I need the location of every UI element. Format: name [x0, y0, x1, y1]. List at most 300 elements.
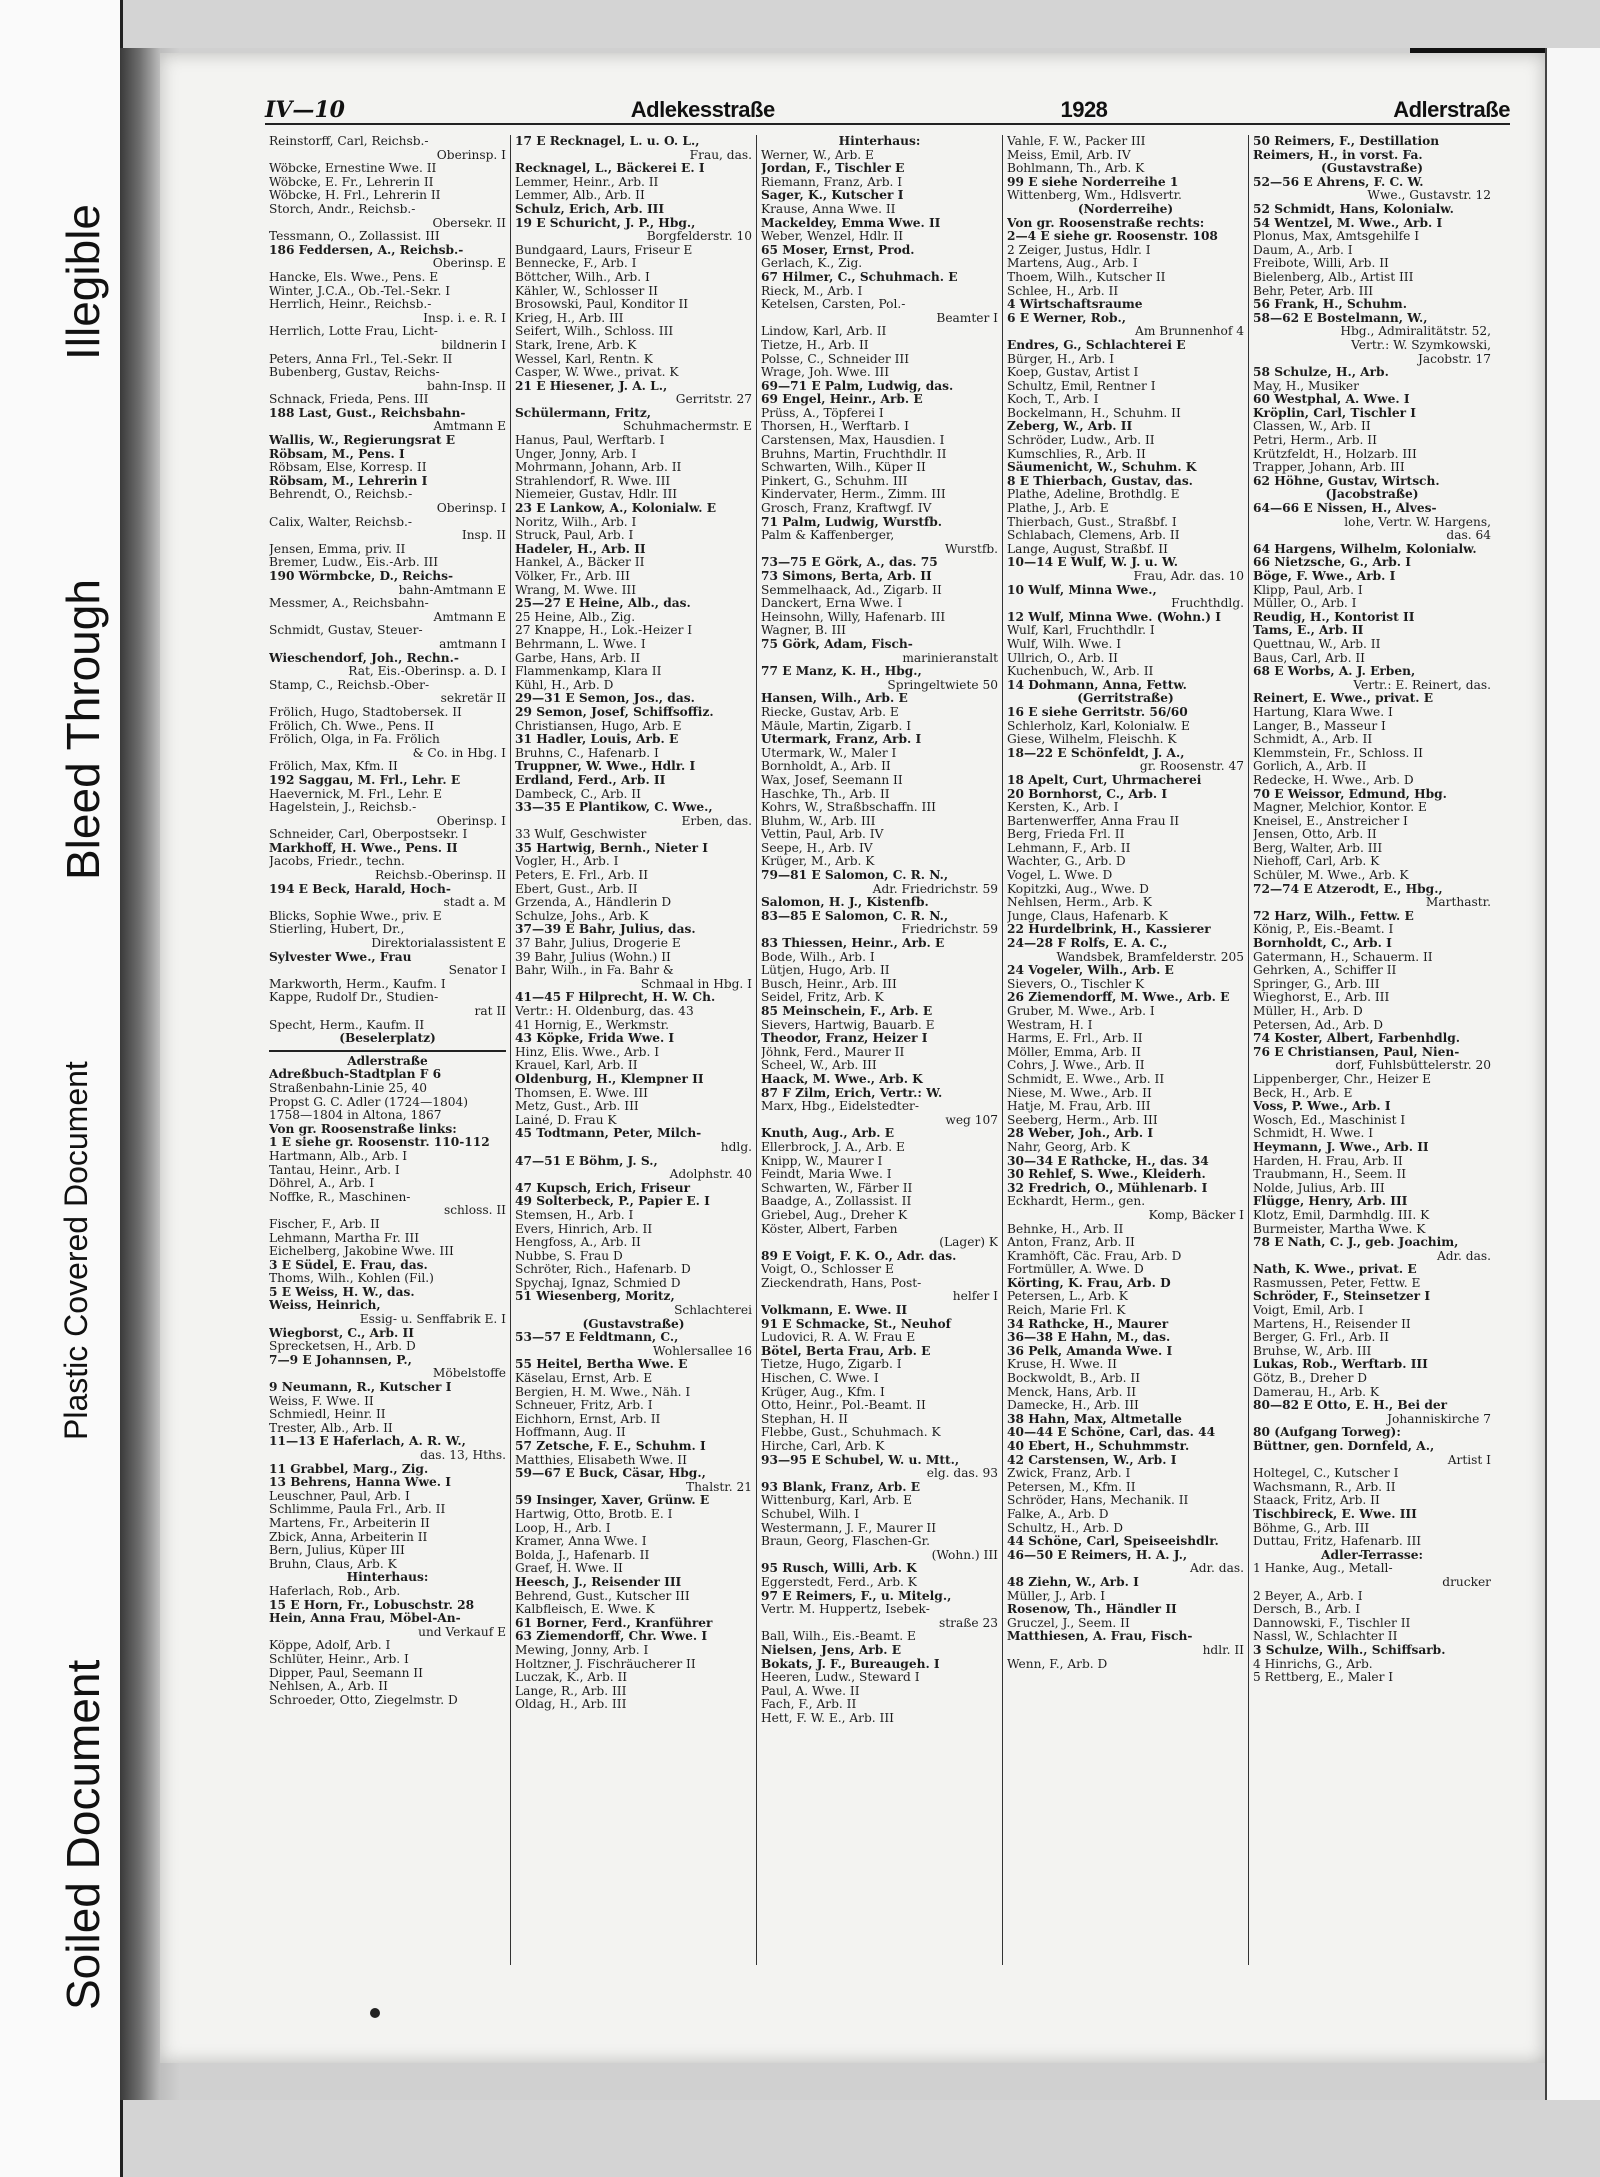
directory-entry: Braun, Georg, Flaschen-Gr.	[761, 1535, 930, 1549]
directory-entry: Wittenburg, Karl, Arb. E	[761, 1494, 913, 1508]
directory-entry: Nubbe, S. Frau D	[515, 1249, 623, 1263]
directory-entry: Adr. Friedrichstr. 59	[872, 882, 998, 896]
directory-entry: Rat, Eis.-Oberinsp. a. D. I	[348, 665, 506, 679]
directory-entry: 76 E Christiansen, Paul, Nien-	[1253, 1045, 1460, 1059]
directory-entry: Hagelstein, J., Reichsb.-	[269, 801, 417, 815]
directory-entry: 20 Bornhorst, C., Arb. I	[1007, 787, 1168, 801]
directory-entry: 3 Schulze, Wilh., Schiffsarb.	[1253, 1643, 1446, 1657]
directory-entry: Ketelsen, Carsten, Pol.-	[761, 298, 906, 312]
directory-entry: Petri, Herm., Arb. II	[1253, 434, 1377, 448]
directory-entry: 78 E Nath, C. J., geb. Joachim,	[1253, 1236, 1459, 1250]
directory-entry: Sprecketsen, H., Arb. D	[269, 1340, 416, 1354]
directory-entry: Ebert, Gust., Arb. II	[515, 882, 638, 896]
directory-entry: Schulze, Johs., Arb. K	[515, 909, 649, 923]
label-soiled-document: Soiled Document	[57, 1659, 109, 2010]
directory-entry: Stamp, C., Reichsb.-Ober-	[269, 678, 430, 692]
directory-entry: Harms, E. Frl., Arb. II	[1007, 1032, 1143, 1046]
directory-entry: Zieckendrath, Hans, Post-	[761, 1276, 922, 1290]
directory-entry: Niemeier, Gustav, Hdlr. III	[515, 488, 678, 502]
directory-entry: Vettin, Paul, Arb. IV	[761, 828, 884, 842]
directory-entry: Gruber, M. Wwe., Arb. I	[1007, 1005, 1155, 1018]
directory-entry: 64—66 E Nissen, H., Alves-	[1253, 502, 1437, 516]
directory-entry: Borgfelderstr. 10	[646, 230, 752, 244]
directory-entry: Specht, Herm., Kaufm. II	[269, 1018, 425, 1032]
directory-entry: 46—50 E Reimers, H. A. J.,	[1007, 1548, 1188, 1562]
directory-entry: Haschke, Th., Arb. II	[761, 787, 890, 801]
directory-entry: Rosenow, Th., Händler II	[1007, 1603, 1177, 1617]
directory-entry: 33—35 E Plantikow, C. Wwe.,	[515, 801, 713, 815]
directory-entry: Haack, M. Wwe., Arb. K	[761, 1072, 923, 1086]
directory-entry: Schuhmachermstr. E	[622, 420, 752, 434]
directory-entry: Flammenkamp, Klara II	[515, 665, 662, 679]
directory-entry: Graef, H. Wwe. II	[515, 1562, 623, 1576]
directory-entry: 15 E Horn, Fr., Lobuschstr. 28	[269, 1598, 475, 1612]
directory-entry: Knuth, Aug., Arb. E	[761, 1127, 895, 1141]
directory-entry: Matthies, Elisabeth Wwe. II	[515, 1453, 687, 1467]
directory-entry: Schultz, H., Arb. D	[1007, 1521, 1124, 1535]
directory-entry: Bruhse, W., Arb. III	[1253, 1344, 1372, 1358]
directory-entry: Von gr. Roosenstraße rechts:	[1007, 216, 1205, 230]
directory-entry: Hartwig, Otto, Brotb. E. I	[515, 1507, 673, 1521]
section-heading: Hinterhaus:	[838, 135, 921, 148]
directory-entry: Volkmann, E. Wwe. II	[761, 1304, 908, 1318]
directory-entry: Vertr.: H. Oldenburg, das. 43	[515, 1005, 694, 1018]
directory-entry: Theodor, Franz, Heizer I	[761, 1032, 928, 1046]
directory-entry: Schmidt, A., Arb. II	[1253, 733, 1373, 747]
directory-entry: Kröplin, Carl, Tischler I	[1253, 406, 1416, 420]
directory-entry: Thomsen, E. Wwe. III	[515, 1086, 648, 1100]
directory-entry: Wrage, Joh. Wwe. III	[761, 366, 890, 380]
directory-entry: Krieg, H., Arb. III	[515, 311, 624, 325]
directory-entry: 80—82 E Otto, E. H., Bei der	[1253, 1399, 1448, 1413]
directory-entry: Stark, Irene, Arb. K	[515, 338, 637, 352]
directory-entry: Wessel, Karl, Rentn. K	[515, 352, 653, 366]
directory-entry: Frau, Adr. das. 10	[1133, 570, 1244, 583]
directory-entry: Trester, Alb., Arb. II	[269, 1421, 393, 1435]
directory-entry: Möbelstoffe	[432, 1367, 506, 1381]
directory-entry: 9 Neumann, R., Kutscher I	[269, 1381, 452, 1395]
directory-entry: Döhrel, A., Arb. I	[269, 1177, 375, 1191]
directory-entry: Vertr.: W. Szymkowski,	[1351, 338, 1491, 352]
directory-entry: Hanus, Paul, Werftarb. I	[515, 434, 665, 448]
directory-entry: 55 Heitel, Bertha Wwe. E	[515, 1358, 688, 1372]
directory-entry: 12 Wulf, Minna Wwe. (Wohn.) I	[1007, 610, 1222, 624]
directory-entry: König, P., Eis.-Beamt. I	[1253, 923, 1394, 937]
directory-entry: Behr, Peter, Arb. III	[1253, 284, 1374, 298]
directory-entry: (Lager) K	[939, 1236, 998, 1250]
directory-entry: Möller, Emma, Arb. II	[1007, 1045, 1141, 1059]
directory-entry: Kähler, W., Schlosser II	[515, 284, 658, 298]
directory-entry: 7—9 E Johannsen, P.,	[269, 1353, 412, 1367]
directory-entry: Magner, Melchior, Kontor. E	[1253, 801, 1427, 815]
directory-entry: lohe, Vertr. W. Hargens,	[1344, 515, 1491, 529]
directory-entry: 42 Carstensen, W., Arb. I	[1007, 1453, 1177, 1467]
directory-entry: Struck, Paul, Arb. I	[515, 529, 634, 543]
directory-entry: 192 Saggau, M. Frl., Lehr. E	[269, 773, 461, 787]
directory-entry: Otto, Heinr., Pol.-Beamt. II	[761, 1399, 926, 1413]
directory-entry: Wittenberg, Wm., Hdlsvertr.	[1007, 189, 1182, 203]
directory-entry: 47—51 E Böhm, J. S.,	[515, 1154, 658, 1168]
directory-entry: Schulz, Erich, Arb. III	[515, 202, 665, 216]
directory-entry: Wiegborst, C., Arb. II	[269, 1326, 414, 1340]
directory-entry: Behnke, H., Arb. II	[1007, 1222, 1124, 1236]
directory-entry: Schmidt, Gustav, Steuer-	[269, 624, 423, 638]
directory-entry: Röbsam, Else, Korresp. II	[269, 461, 427, 475]
directory-entry: Nehlsen, A., Arb. II	[269, 1680, 388, 1694]
directory-entry: Gerlach, K., Zig.	[761, 257, 863, 271]
directory-entry: 69—71 E Palm, Ludwig, das.	[761, 379, 954, 393]
section-heading: (Gustavstraße)	[582, 1317, 685, 1331]
directory-entry: Köster, Albert, Farben	[761, 1222, 898, 1236]
directory-entry: Erben, das.	[681, 814, 752, 828]
directory-entry: Wöbcke, Ernestine Wwe. II	[269, 162, 437, 176]
directory-entry: Anton, Franz, Arb. II	[1007, 1236, 1135, 1250]
directory-entry: Kopitzki, Aug., Wwe. D	[1007, 882, 1149, 896]
directory-entry: Oberinsp. I	[436, 814, 506, 828]
directory-entry: 43 Köpke, Frida Wwe. I	[515, 1032, 675, 1046]
directory-entry: Frau, das.	[689, 148, 752, 162]
directory-entry: Niehoff, Carl, Arb. K	[1253, 855, 1380, 869]
directory-entry: Bruhn, Claus, Arb. K	[269, 1557, 397, 1571]
header-year: 1928	[1060, 97, 1108, 122]
directory-entry: Hansen, Wilh., Arb. E	[761, 692, 908, 706]
directory-entry: 85 Meinschein, F., Arb. E	[761, 1005, 933, 1018]
directory-entry: 79—81 E Salomon, C. R. N.,	[761, 869, 949, 883]
directory-entry: Koep, Gustav, Artist I	[1007, 366, 1139, 380]
directory-entry: Direktorialassistent E	[371, 937, 506, 951]
directory-entry: Griebel, Aug., Dreher K	[761, 1208, 908, 1222]
directory-entry: Oberinsp. E	[432, 257, 506, 271]
directory-entry: Wachsmann, R., Arb. II	[1253, 1480, 1396, 1494]
directory-entry: Calix, Walter, Reichsb.-	[269, 515, 412, 529]
directory-entry: hdlr. II	[1202, 1643, 1244, 1657]
directory-entry: Traubmann, H., Seem. II	[1253, 1168, 1407, 1182]
directory-entry: Heesch, J., Reisender III	[515, 1575, 682, 1589]
directory-entry: Schröder, Hans, Mechanik. II	[1007, 1494, 1189, 1508]
directory-entry: Schröder, F., Steinsetzer I	[1253, 1290, 1431, 1304]
directory-entry: Ullrich, O., Arb. II	[1007, 651, 1118, 665]
directory-entry: Petersen, M., Kfm. II	[1007, 1480, 1136, 1494]
directory-entry: Spychaj, Ignaz, Schmied D	[515, 1276, 681, 1290]
directory-entry: bahn-Insp. II	[427, 379, 506, 393]
directory-entry: Dersch, B., Arb. I	[1253, 1603, 1361, 1617]
directory-entry: Riemann, Franz, Arb. I	[761, 175, 903, 189]
directory-entry: Martens, Aug., Arb. I	[1007, 257, 1138, 271]
directory-entry: Blicks, Sophie Wwe., priv. E	[269, 909, 442, 923]
directory-entry: Haferlach, Rob., Arb.	[269, 1584, 401, 1598]
directory-entry: Schröder, Ludw., Arb. II	[1007, 434, 1155, 448]
directory-entry: Jensen, Emma, priv. II	[269, 542, 406, 556]
directory-entry: Herrlich, Lotte Frau, Licht-	[269, 325, 438, 339]
directory-entry: 41—45 F Hilprecht, H. W. Ch.	[515, 991, 716, 1005]
directory-entry: Burmeister, Martha Wwe. K	[1253, 1222, 1426, 1236]
directory-entry: Grosch, Franz, Kraftwgf. IV	[761, 502, 932, 516]
directory-entry: Schlerholz, Karl, Kolonialw. E	[1007, 719, 1190, 733]
directory-entry: Plonus, Max, Amtsgehilfe I	[1253, 230, 1420, 244]
directory-entry: 83—85 E Salomon, C. R. N.,	[761, 909, 949, 923]
directory-entry: Fortmüller, A. Wwe. D	[1007, 1263, 1144, 1277]
directory-entry: 18—22 E Schönfeldt, J. A.,	[1007, 746, 1185, 760]
directory-entry: Obersekr. II	[432, 216, 506, 230]
directory-entry: Busch, Heinr., Arb. III	[761, 977, 897, 991]
directory-entry: Eichhorn, Ernst, Arb. II	[515, 1412, 661, 1426]
directory-entry: Junge, Claus, Hafenarb. K	[1007, 909, 1168, 923]
directory-entry: Propst G. C. Adler (1724—1804)	[269, 1095, 469, 1109]
directory-entry: Hett, F. W. E., Arb. III	[761, 1711, 894, 1725]
directory-entry: Schmaal in Hbg. I	[640, 977, 752, 991]
directory-entry: Cohrs, J. Wwe., Arb. II	[1007, 1059, 1145, 1073]
directory-entry: Niese, M. Wwe., Arb. II	[1007, 1086, 1152, 1100]
directory-entry: 41 Hornig, E., Werkmstr.	[515, 1018, 670, 1032]
directory-entry: Weber, Wenzel, Hdlr. II	[761, 230, 904, 244]
directory-entry: Seepe, H., Arb. IV	[761, 841, 873, 855]
directory-entry: Nielsen, Jens, Arb. E	[761, 1643, 902, 1657]
directory-entry: Hischen, C. Wwe. I	[761, 1372, 879, 1386]
directory-entry: Stierling, Hubert, Dr.,	[269, 923, 405, 937]
directory-entry: 34 Rathcke, H., Maurer	[1007, 1317, 1169, 1331]
directory-entry: Gruczel, J., Seem. II	[1007, 1616, 1130, 1630]
directory-entry: Werner, W., Arb. E	[761, 148, 874, 162]
directory-entry: 38 Hahn, Max, Altmetalle	[1007, 1412, 1182, 1426]
directory-entry: Lehmann, Martha Fr. III	[269, 1231, 420, 1245]
directory-entry: Wrang, M. Wwe. III	[515, 583, 637, 597]
directory-entry: Thierbach, Gust., Straßbf. I	[1007, 515, 1177, 529]
directory-entry: Jordan, F., Tischler E	[761, 162, 905, 176]
directory-entry: amtmann I	[439, 637, 506, 651]
directory-entry: Wachter, G., Arb. D	[1007, 855, 1126, 869]
directory-entry: Casper, W. Wwe., privat. K	[515, 366, 679, 380]
directory-entry: Schwarten, Wilh., Küper II	[761, 461, 926, 475]
directory-entry: Komp, Bäcker I	[1148, 1208, 1244, 1222]
directory-entry: 60 Westphal, A. Wwe. I	[1253, 393, 1410, 407]
directory-entry: 1 Hanke, Aug., Metall-	[1253, 1562, 1393, 1576]
directory-entry: Seifert, Wilh., Schloss. III	[515, 325, 674, 339]
directory-entry: Insp. II	[461, 529, 506, 543]
directory-entry: Voss, P. Wwe., Arb. I	[1253, 1100, 1391, 1114]
directory-entry: Langer, B., Masseur I	[1253, 719, 1386, 733]
directory-entry: 33 Wulf, Geschwister	[515, 828, 647, 842]
directory-entry: 17 E Recknagel, L. u. O. L.,	[515, 135, 700, 148]
section-heading: Adler-Terrasse:	[1321, 1548, 1423, 1562]
directory-entry: Käselau, Ernst, Arb. E	[515, 1372, 653, 1386]
directory-entry: 5 Rettberg, E., Maler I	[1253, 1671, 1394, 1685]
directory-entry: 57 Zetsche, F. E., Schuhm. I	[515, 1440, 706, 1453]
directory-entry: Knipp, W., Maurer I	[761, 1154, 883, 1168]
directory-entry: Jöhnk, Ferd., Maurer II	[761, 1045, 905, 1059]
directory-entry: 83 Thiessen, Heinr., Arb. E	[761, 937, 945, 951]
directory-entry: 11 Grabbel, Marg., Zig.	[269, 1462, 429, 1476]
header-left-street: Adlekesstraße	[630, 97, 775, 122]
directory-entry: Unger, Jonny, Arb. I	[515, 447, 637, 461]
directory-entry: Nahr, Georg, Arb. K	[1007, 1140, 1130, 1154]
directory-entry: Heeren, Ludw., Steward I	[761, 1671, 920, 1685]
directory-entry: Flügge, Henry, Arb. III	[1253, 1195, 1408, 1209]
directory-entry: 194 E Beck, Harald, Hoch-	[269, 882, 451, 896]
directory-entry: 49 Solterbeck, P., Papier E. I	[515, 1195, 710, 1209]
directory-entry: 58—62 E Bostelmann, W.,	[1253, 311, 1428, 325]
directory-entry: Wallis, W., Regierungsrat E	[269, 434, 456, 448]
directory-entry: Schnack, Frieda, Pens. III	[269, 393, 429, 407]
directory-entry: Voigt, O., Schlosser E	[761, 1263, 894, 1277]
directory-entry: Artist I	[1447, 1453, 1491, 1467]
directory-entry: 53—57 E Feldtmann, C.,	[515, 1331, 679, 1345]
directory-entry: Semmelhaack, Ad., Zigarb. II	[761, 583, 942, 597]
directory-entry: 25 Heine, Alb., Zig.	[515, 610, 636, 624]
directory-entry: Bode, Wilh., Arb. I	[761, 950, 875, 964]
directory-entry: Frölich, Ch. Wwe., Pens. II	[269, 719, 434, 733]
directory-entry: 2—4 E siehe gr. Roosenstr. 108	[1007, 230, 1218, 244]
section-heading: (Beselerplatz)	[339, 1032, 436, 1046]
directory-entry: Körting, K. Frau, Arb. D	[1007, 1276, 1171, 1290]
directory-entry: Beck, H., Arb. E	[1253, 1086, 1353, 1100]
directory-entry: 72—74 E Atzerodt, E., Hbg.,	[1253, 882, 1443, 896]
directory-entry: Oldag, H., Arb. III	[515, 1698, 627, 1712]
directory-entry: Markworth, Herm., Kaufm. I	[269, 977, 446, 991]
directory-entry: Sievers, Hartwig, Bauarb. E	[761, 1018, 935, 1032]
directory-entry: straße 23	[939, 1616, 998, 1630]
directory-entry: Schwarten, W., Färber II	[761, 1181, 913, 1195]
directory-entry: 19 E Schuricht, J. P., Hbg.,	[515, 216, 696, 230]
directory-entry: 10 Wulf, Minna Wwe.,	[1007, 583, 1157, 597]
directory-entry: 1758—1804 in Altona, 1867	[269, 1109, 442, 1123]
directory-entry: Redecke, H. Wwe., Arb. D	[1253, 773, 1414, 787]
label-illegible: Illegible	[57, 204, 109, 360]
directory-entry: Plathe, J., Arb. E	[1007, 502, 1109, 516]
directory-entry: Eckhardt, Herm., gen.	[1007, 1195, 1146, 1209]
directory-entry: Noffke, R., Maschinen-	[269, 1190, 411, 1204]
directory-entry: Wieghorst, E., Arb. III	[1253, 991, 1390, 1005]
page-number: IV—10	[265, 97, 345, 123]
directory-entry: Vertr.: E. Reinert, das.	[1353, 678, 1491, 692]
directory-entry: Wenn, F., Arb. D	[1007, 1657, 1108, 1671]
directory-entry: 186 Feddersen, A., Reichsb.-	[269, 243, 464, 257]
directory-entry: 68 E Worbs, A. J. Erben,	[1253, 665, 1416, 679]
directory-entry: Riecke, Gustav, Arb. E	[761, 705, 899, 719]
directory-entry: schloss. II	[443, 1204, 506, 1218]
directory-entry: Harden, H. Frau, Arb. II	[1253, 1154, 1403, 1168]
directory-entry: 69 Engel, Heinr., Arb. E	[761, 393, 923, 407]
directory-entry: 30—34 E Rathcke, H., das. 34	[1007, 1154, 1209, 1168]
directory-entry: 13 Behrens, Hanna Wwe. I	[269, 1476, 451, 1490]
directory-entry: Götz, B., Dreher D	[1253, 1372, 1368, 1386]
directory-entry: Mackeldey, Emma Wwe. II	[761, 216, 941, 230]
directory-entry: Giese, Wilhelm, Fleischh. K	[1007, 733, 1177, 747]
directory-entry: Paul, A. Wwe. II	[761, 1684, 860, 1698]
directory-entry: Springeltwiete 50	[887, 678, 998, 692]
directory-entry: Rieck, M., Arb. I	[761, 284, 863, 298]
directory-entry: Lippenberger, Chr., Heizer E	[1253, 1072, 1431, 1086]
directory-entry: & Co. in Hbg. I	[412, 746, 506, 760]
directory-entry: Evers, Hinrich, Arb. II	[515, 1222, 653, 1236]
directory-entry: Schlee, H., Arb. II	[1007, 284, 1119, 298]
directory-entry: Martens, H., Reisender II	[1253, 1317, 1411, 1331]
directory-entry: Sager, K., Kutscher I	[761, 189, 904, 203]
directory-entry: Messmer, A., Reichsbahn-	[269, 597, 429, 611]
directory-entry: Plathe, Adeline, Brothdlg. E	[1007, 488, 1180, 502]
directory-entry: Marthastr.	[1425, 896, 1491, 910]
directory-entry: Völker, Fr., Arb. III	[515, 570, 630, 583]
label-plastic-covered-document: Plastic Covered Document	[58, 1061, 94, 1440]
directory-entry: Bolda, J., Hafenarb. II	[515, 1548, 650, 1562]
directory-entry: 65 Moser, Ernst, Prod.	[761, 243, 915, 257]
directory-entry: 1 E siehe gr. Roosenstr. 110-112	[269, 1136, 490, 1150]
directory-entry: 27 Knappe, H., Lok.-Heizer I	[515, 624, 693, 638]
directory-entry: 61 Borner, Ferd., Kranführer	[515, 1616, 713, 1630]
directory-entry: Thoms, Wilh., Kohlen (Fil.)	[269, 1272, 434, 1286]
directory-entry: Holtegel, C., Kutscher I	[1253, 1467, 1399, 1481]
directory-entry: 29—31 E Semon, Jos., das.	[515, 692, 695, 706]
directory-entry: Säumenicht, W., Schuhm. K	[1007, 461, 1197, 475]
directory-entry: Frölich, Max, Kfm. II	[269, 760, 398, 774]
column-2	[511, 135, 757, 1965]
directory-entry: Böge, F. Wwe., Arb. I	[1253, 570, 1396, 583]
directory-entry: Hein, Anna Frau, Möbel-An-	[269, 1612, 461, 1626]
directory-entry: Insp. i. e. R. I	[423, 311, 506, 325]
directory-entry: 40—44 E Schöne, Carl, das. 44	[1007, 1426, 1216, 1440]
directory-entry: Beamter I	[936, 311, 998, 325]
directory-entry: 37 Bahr, Julius, Drogerie E	[515, 937, 681, 951]
directory-entry: Pinkert, G., Schuhm. III	[761, 474, 908, 488]
directory-entry: Kindervater, Herm., Zimm. III	[761, 488, 946, 502]
directory-entry: Flebbe, Gust., Schuhmach. K	[761, 1426, 941, 1440]
directory-entry: Amtmann E	[433, 420, 506, 434]
directory-entry: Müller, J., Arb. I	[1007, 1589, 1106, 1603]
directory-entry: 80 (Aufgang Torweg):	[1253, 1426, 1401, 1440]
directory-entry: 18 Apelt, Curt, Uhrmacherei	[1007, 773, 1202, 787]
directory-entry: Hancke, Els. Wwe., Pens. E	[269, 270, 439, 284]
directory-entry: 5 E Weiss, H. W., das.	[269, 1285, 415, 1299]
directory-entry: Bern, Julius, Küper III	[269, 1544, 405, 1558]
directory-entry: Kappe, Rudolf Dr., Studien-	[269, 991, 439, 1005]
directory-entry: Fischer, F., Arb. II	[269, 1217, 380, 1231]
directory-entry: Dambeck, C., Arb. II	[515, 787, 641, 801]
directory-entry: Johanniskirche 7	[1387, 1412, 1491, 1426]
directory-entry: Ludovici, R. A. W. Frau E	[761, 1331, 916, 1345]
directory-entry: 87 F Zilm, Erich, Vertr.: W.	[761, 1086, 943, 1100]
directory-entry: 16 E siehe Gerritstr. 56/60	[1007, 705, 1188, 719]
directory-entry: Reinert, E. Wwe., privat. E	[1253, 692, 1434, 706]
directory-entry: Hartung, Klara Wwe. I	[1253, 705, 1393, 719]
directory-entry: Trapper, Johann, Arb. III	[1253, 461, 1405, 475]
directory-entry: Gorlich, A., Arb. II	[1253, 760, 1367, 774]
directory-entry: Lemmer, Alb., Arb. II	[515, 189, 645, 203]
directory-entry: Straßenbahn-Linie 25, 40	[269, 1081, 428, 1095]
directory-entry: marinieranstalt	[902, 651, 998, 665]
directory-entry: Oberinsp. I	[436, 502, 506, 516]
directory-entry: 89 E Voigt, F. K. O., Adr. das.	[761, 1249, 957, 1263]
directory-entry: Klotz, Emil, Darmhdlg. III. K	[1253, 1208, 1430, 1222]
section-heading: (Gerritstraße)	[1077, 692, 1174, 706]
directory-entry: Hinz, Elis. Wwe., Arb. I	[515, 1045, 660, 1059]
directory-entry: Gehrken, A., Schiffer II	[1253, 964, 1397, 978]
directory-entry: Seidel, Fritz, Arb. K	[761, 991, 884, 1005]
directory-entry: Bubenberg, Gustav, Reichs-	[269, 366, 440, 380]
directory-entry: Schmiedl, Heinr. II	[269, 1408, 386, 1422]
directory-entry: 66 Nietzsche, G., Arb. I	[1253, 556, 1411, 570]
directory-entry: Bruhns, Martin, Fruchthdlr. II	[761, 447, 947, 461]
directory-entry: 24 Vogeler, Wilh., Arb. E	[1007, 964, 1174, 978]
directory-entry: Damecke, H., Arb. III	[1007, 1399, 1139, 1413]
directory-entry: Wosch, Ed., Maschinist I	[1253, 1113, 1406, 1127]
directory-entry: Erdland, Ferd., Arb. II	[515, 773, 666, 787]
directory-entry: Reich, Marie Frl. K	[1007, 1304, 1126, 1318]
directory-entry: Bockwoldt, B., Arb. II	[1007, 1372, 1141, 1386]
directory-entry: Quettnau, W., Arb. II	[1253, 637, 1381, 651]
directory-entry: Bokats, J. F., Bureaugeh. I	[761, 1657, 940, 1671]
directory-entry: 40 Ebert, H., Schuhmmstr.	[1007, 1440, 1190, 1453]
directory-entry: Gatermann, H., Schauerm. II	[1253, 950, 1433, 964]
directory-entry: Palm & Kaffenberger,	[761, 529, 895, 543]
